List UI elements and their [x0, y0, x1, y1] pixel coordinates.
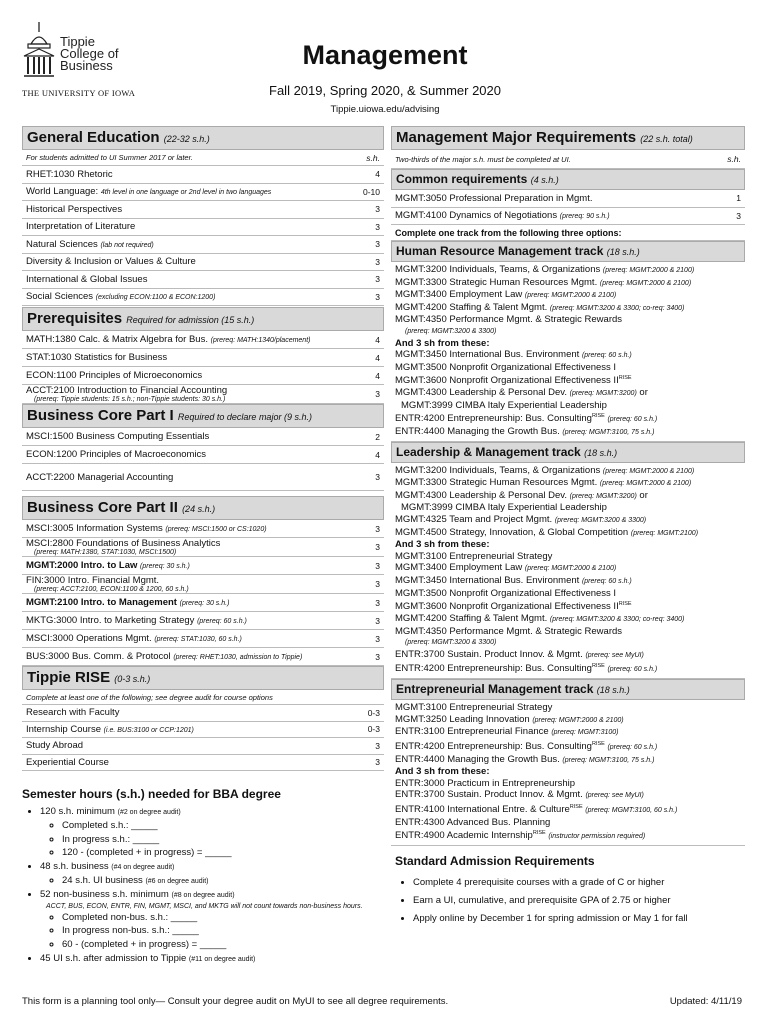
hr-track-header: Human Resource Management track (18 s.h.): [391, 241, 745, 262]
course-row: MGMT:2000 Intro. to Law (prereq: 30 s.h.) 3: [22, 557, 384, 575]
page-subtitle: Fall 2019, Spring 2020, & Summer 2020: [269, 83, 501, 98]
sem-tippie: • 45 UI s.h. after admission to Tippie (#11 on degree audit): [40, 952, 384, 966]
common-header: Common requirements (4 s.h.): [391, 169, 745, 190]
nonbus-note: ACCT, BUS, ECON, ENTR, FIN, MGMT, MSCI, and MKTG will not count towards non-business hours.: [46, 902, 363, 910]
course-row: FIN:3000 Intro. Financial Mgmt. (prereq: ACCT:2100, ECON:1100 & 1200, 60 s.h.) 3: [22, 575, 384, 594]
sem-business: • 48 s.h. business (#4 on degree audit) ◦ 24 s.h. UI business (#6 on degree audit): [40, 860, 384, 888]
gen-ed-header: General Education (22-32 s.h.): [22, 126, 384, 150]
sem-progress: ◦ In progress s.h.: _____: [62, 833, 384, 847]
course-row: International & Global Issues 3: [22, 271, 384, 289]
sem-ui-business: ◦ 24 s.h. UI business (#6 on degree audit): [62, 874, 384, 888]
sem-nb-remain: ◦ 60 - (completed + in progress) = _____: [62, 938, 384, 952]
course-row: MGMT:2100 Intro. to Management (prereq: 30 s.h.) 3: [22, 594, 384, 612]
sem-nb-completed: ◦ Completed non-bus. s.h.: _____: [62, 911, 384, 925]
footer: [22, 996, 742, 1007]
admission-title: Standard Admission Requirements: [395, 854, 595, 868]
prereq-header: Prerequisites Required for admission (15 s.h.): [22, 307, 384, 331]
course-row: ECON:1100 Principles of Microeconomics 4: [22, 367, 384, 385]
course-row: MGMT:3050 Professional Preparation in Mgmt. 1: [391, 190, 745, 208]
admission-section: [395, 854, 745, 928]
course-row: ECON:1200 Principles of Macroeconomics 4: [22, 446, 384, 464]
page-title: Management: [302, 40, 468, 70]
course-row: World Language: 4th level in one language or 2nd level in two languages 0-10: [22, 184, 384, 202]
admission-item: • Earn a UI, cumulative, and prerequisite GPA of 2.75 or higher: [413, 892, 745, 910]
course-row: Interpretation of Literature 3: [22, 219, 384, 237]
em-track-header: Entrepreneurial Management track (18 s.h.): [391, 679, 745, 700]
lm-track-courses: MGMT:3200 Individuals, Teams, & Organizations (prereq: MGMT:2000 & 2100) MGMT:3300 Strategic Human Resources Mgmt. (prereq: MGMT:2000 & 2100) MGMT:4300 Leadership & Personal Dev. (prereq: MGMT:3200) or MGMT:3999 CIMBA Italy Experiential Leadership MGMT:4325 Team and Project Mgmt. (prereq: MGMT:3200 & 3300) MGMT:4500 Strategy, Innovation, & Global Competition (prereq: MGMT:2100) And 3 sh from these: MGMT:3100 Entrepreneurial Strategy MGMT:3400 Employment Law (prereq: MGMT:2000 & 2100) MGMT:3450 International Bus. Environment (prereq: 60 s.h.) MGMT:3500 Nonprofit Organizational Effectiveness I MGMT:3600 Nonprofit Organizational Effectiveness $II^{RISE}$ MGMT:4200 Staffing & Talent Mgmt. (prereq: MGMT:3200 & 3300; co-req: 3400) MGMT:4350 Performance Mgmt. & Strategic Rewards (prereq: MGMT:3200 & 3300) ENTR:3700 Sustain. Product Innov. & Mgmt. (prereq: see MyUI) ENTR:4200 Entrepreneurship: Bus. Consulting$^{RISE}$ (prereq: 60 s.h.): [391, 463, 745, 679]
core1-header: Business Core Part I Required to declare major (9 s.h.): [22, 404, 384, 428]
rise-note: Complete at least one of the following; see degree audit for course options: [22, 690, 384, 705]
course-row: BUS:3000 Bus. Comm. & Protocol (prereq: RHET:1030, admission to Tippie) 3: [22, 648, 384, 666]
course-row: MKTG:3000 Intro. to Marketing Strategy (prereq: 60 s.h.) 3: [22, 612, 384, 630]
gen-ed-note-row: For students admitted to UI Summer 2017 or later. s.h.: [22, 150, 384, 166]
sem-completed: ◦ Completed s.h.: _____: [62, 819, 384, 833]
course-row: MSCI:2800 Foundations of Business Analytics (prereq: MATH:1380, STAT:1030, MSCI:1500) 3: [22, 538, 384, 557]
admission-item: • Apply online by December 1 for spring admission or May 1 for fall: [413, 910, 745, 928]
major-header: Management Major Requirements (22 s.h. total): [391, 126, 745, 150]
semester-hours-title: Semester hours (s.h.) needed for BBA degree: [22, 787, 281, 801]
tracks-intro: Complete one track from the following three options:: [391, 225, 745, 241]
sem-remain: ◦ 120 - (completed + in progress) = _____: [62, 846, 384, 860]
course-row: Natural Sciences (lab not required) 3: [22, 236, 384, 254]
course-row: Historical Perspectives 3: [22, 201, 384, 219]
course-row: Study Abroad 3: [22, 738, 384, 755]
semester-hours-section: [22, 787, 384, 966]
course-row: Diversity & Inclusion or Values & Culture 3: [22, 254, 384, 272]
university-name: THE UNIVERSITY OF IOWA: [22, 88, 136, 98]
course-row: MSCI:3000 Operations Mgmt. (prereq: STAT:1030, 60 s.h.) 3: [22, 630, 384, 648]
footer-note: This form is a planning tool only— Consult your degree audit on MyUI to see all degree requirements.: [22, 996, 449, 1007]
course-row: Social Sciences (excluding ECON:1100 & ECON:1200) 3: [22, 289, 384, 307]
course-row: ACCT:2100 Introduction to Financial Accounting (prereq: Tippie students: 15 s.h.; non-Tippie students: 30 s.h.) 3: [22, 385, 384, 404]
rise-header: Tippie RISE (0-3 s.h.): [22, 666, 384, 690]
course-row: MSCI:3005 Information Systems (prereq: MSCI:1500 or CS:1020) 3: [22, 520, 384, 538]
left-column: [22, 126, 384, 771]
footer-updated: Updated: 4/11/19: [669, 996, 742, 1007]
course-row: Internship Course (i.e. BUS:3100 or CCP:1201) 0-3: [22, 722, 384, 739]
hr-track-courses: MGMT:3200 Individuals, Teams, & Organizations (prereq: MGMT:2000 & 2100) MGMT:3300 Strategic Human Resources Mgmt. (prereq: MGMT:2000 & 2100) MGMT:3400 Employment Law (prereq: MGMT:2000 & 2100) MGMT:4200 Staffing & Talent Mgmt. (prereq: MGMT:3200 & 3300; co-req: 3400) MGMT:4350 Performance Mgmt. & Strategic Rewards (prereq: MGMT:3200 & 3300) And 3 sh from these: MGMT:3450 International Bus. Environment (prereq: 60 s.h.) MGMT:3500 Nonprofit Organizational Effectiveness I MGMT:3600 Nonprofit Organizational Effectiveness $II^{RISE}$ MGMT:4300 Leadership & Personal Dev. (prereq: MGMT:3200) or MGMT:3999 CIMBA Italy Experiential Leadership ENTR:4200 Entrepreneurship: Bus. Consulting$^{RISE}$ (prereq: 60 s.h.) ENTR:4400 Managing the Growth Bus. (prereq: MGMT:3100, 75 s.h.): [391, 262, 745, 442]
course-row: Research with Faculty 0-3: [22, 705, 384, 722]
sem-nonbusiness: • 52 non-business s.h. minimum (#8 on degree audit) ACCT, BUS, ECON, ENTR, FIN, MGMT, MSCI, and MKTG will not count towards non-business hours. ◦ Completed non-bus. s.h.: _____ ◦ In progress non-bus. s.h.: _____ ◦ 60 - (completed + in progress) = _____: [40, 888, 384, 952]
course-row: MSCI:1500 Business Computing Essentials 2: [22, 428, 384, 446]
logo-line-3: Business: [60, 58, 113, 73]
logo-line-1: Tippie: [60, 34, 95, 49]
core2-header: Business Core Part II (24 s.h.): [22, 496, 384, 520]
sem-min: • 120 s.h. minimum (#2 on degree audit) ◦ Completed s.h.: _____ ◦ In progress s.h.: _____ ◦ 120 - (completed + in progress) = _____: [40, 805, 384, 860]
course-row: STAT:1030 Statistics for Business 4: [22, 349, 384, 367]
em-track-courses: MGMT:3100 Entrepreneurial Strategy MGMT:3250 Leading Innovation (prereq: MGMT:2000 & 2100) ENTR:3100 Entrepreneurial Finance (prereq: MGMT:3100) ENTR:4200 Entrepreneurship: Bus. Consulting$^{RISE}$ (prereq: 60 s.h.) ENTR:4400 Managing the Growth Bus. (prereq: MGMT:3100, 75 s.h.) And 3 sh from these: ENTR:3000 Practicum in Entrepreneurship ENTR:3700 Sustain. Product Innov. & Mgmt. (prereq: see MyUI) ENTR:4100 International Entre. & Culture$^{RISE}$ (prereq: MGMT:3100, 60 s.h.) ENTR:4300 Advanced Bus. Planning ENTR:4900 Academic Internship$^{RISE}$ (instructor permission required): [391, 700, 745, 846]
course-row: MATH:1380 Calc. & Matrix Algebra for Bus. (prereq: MATH:1340/placement) 4: [22, 331, 384, 349]
course-row: Experiential Course 3: [22, 755, 384, 772]
logo-line-2: College of: [60, 46, 119, 61]
advising-url[interactable]: Tippie.uiowa.edu/advising: [330, 104, 440, 115]
course-row: ACCT:2200 Managerial Accounting 3: [22, 464, 384, 491]
course-row: RHET:1030 Rhetoric 4: [22, 166, 384, 184]
sem-nb-progress: ◦ In progress non-bus. s.h.: _____: [62, 924, 384, 938]
major-note-row: Two-thirds of the major s.h. must be completed at UI. s.h.: [391, 150, 745, 169]
course-row: MGMT:4100 Dynamics of Negotiations (prereq: 90 s.h.) 3: [391, 208, 745, 226]
admission-item: • Complete 4 prerequisite courses with a grade of C or higher: [413, 874, 745, 892]
lm-track-header: Leadership & Management track (18 s.h.): [391, 442, 745, 463]
right-column: [391, 126, 745, 846]
